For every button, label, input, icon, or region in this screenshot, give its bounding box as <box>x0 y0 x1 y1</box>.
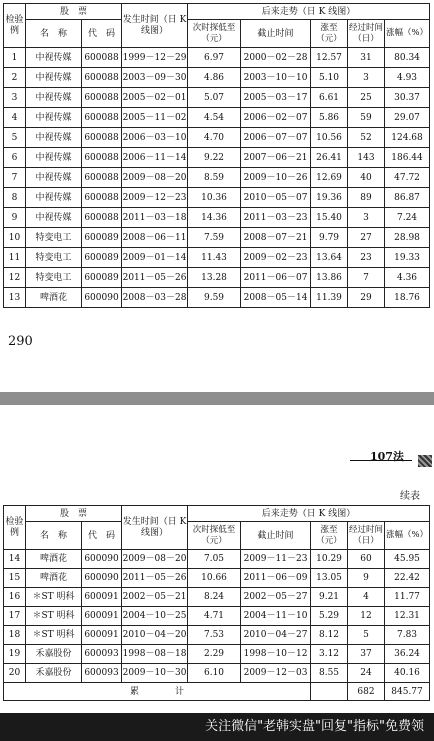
table-row <box>4 645 430 664</box>
table-cell: 7.05 <box>188 550 241 569</box>
table-row <box>4 268 430 288</box>
table-cell: 13.28 <box>188 268 241 288</box>
header-pct-2: 涨幅（%） <box>385 522 430 550</box>
table-cell: 36.24 <box>385 645 430 664</box>
table-cell: 600093 <box>82 645 122 664</box>
table-cell: 2011－06－07 <box>241 268 311 288</box>
table-cell: 3.12 <box>311 645 348 664</box>
table-row <box>4 108 430 128</box>
table-cell: 2009－02－23 <box>241 248 311 268</box>
table-cell: 2005－03－17 <box>241 88 311 108</box>
table-cell: 9.59 <box>188 288 241 308</box>
table-cell: 15.40 <box>311 208 348 228</box>
table-cell: 59 <box>348 108 385 128</box>
table-cell: 600089 <box>82 248 122 268</box>
total-empty <box>311 683 348 701</box>
table-cell: 600088 <box>82 88 122 108</box>
table-cell: 24 <box>348 664 385 683</box>
table-cell: 2009－08－20 <box>122 168 188 188</box>
table-cell: 7 <box>348 268 385 288</box>
table-cell: 22.42 <box>385 569 430 588</box>
table-cell: ＊ST 明科 <box>26 588 82 607</box>
table-cell: 40.16 <box>385 664 430 683</box>
table-cell: 600093 <box>82 664 122 683</box>
table-cell: 600088 <box>82 48 122 68</box>
table-cell: 4.70 <box>188 128 241 148</box>
table-cell: 9.22 <box>188 148 241 168</box>
table-cell: 600088 <box>82 68 122 88</box>
table-row <box>4 148 430 168</box>
table-row <box>4 664 430 683</box>
table-row <box>4 88 430 108</box>
table-cell: 80.34 <box>385 48 430 68</box>
table-cell: 18.76 <box>385 288 430 308</box>
table-cell: 8 <box>4 188 26 208</box>
table-cell: 2010－04－27 <box>241 626 311 645</box>
table-row <box>4 607 430 626</box>
table-cell: 4.36 <box>385 268 430 288</box>
table-cell: 600088 <box>82 148 122 168</box>
header-low: 次时探低至（元） <box>188 20 241 48</box>
table-cell: 40 <box>348 168 385 188</box>
table-cell: 2011－05－26 <box>122 569 188 588</box>
table-cell: 600088 <box>82 128 122 148</box>
table-cell: 20 <box>4 664 26 683</box>
table-row <box>4 626 430 645</box>
table-cell: 600089 <box>82 228 122 248</box>
table-cell: 啤酒花 <box>26 550 82 569</box>
header-trend: 后来走势（日 K 线图） <box>188 4 430 20</box>
table-cell: 600088 <box>82 168 122 188</box>
table-cell: 11.77 <box>385 588 430 607</box>
promo-footer: 关注微信"老韩实盘"回复"指标"免费领 <box>0 713 434 741</box>
header-decoration-icon <box>418 455 432 467</box>
table-cell: ＊ST 明科 <box>26 607 82 626</box>
table-cell: 26.41 <box>311 148 348 168</box>
table-cell: 特变电工 <box>26 248 82 268</box>
table-cell: 中视传媒 <box>26 68 82 88</box>
table-cell: 23 <box>348 248 385 268</box>
table-cell: 1 <box>4 48 26 68</box>
table-cell: 11.39 <box>311 288 348 308</box>
table-cell: 4.93 <box>385 68 430 88</box>
table-cell: 中视传媒 <box>26 188 82 208</box>
table-cell: 2011－05－26 <box>122 268 188 288</box>
table-cell: 2006－02－07 <box>241 108 311 128</box>
table-cell: 4.86 <box>188 68 241 88</box>
table-cell: 4 <box>348 588 385 607</box>
table-cell: 13.64 <box>311 248 348 268</box>
table-cell: 5.07 <box>188 88 241 108</box>
table-cell: 1999－12－29 <box>122 48 188 68</box>
header-stock-2: 股 票 <box>26 506 122 522</box>
table-cell: 中视传媒 <box>26 168 82 188</box>
table-cell: 中视传媒 <box>26 148 82 168</box>
table-cell: 2009－12－03 <box>241 664 311 683</box>
header-trend-2: 后来走势（日 K 线图） <box>188 506 430 522</box>
table-cell: 7 <box>4 168 26 188</box>
table-cell: 8.12 <box>311 626 348 645</box>
total-days: 682 <box>348 683 385 701</box>
page-291 <box>0 405 434 741</box>
table-cell: 19.36 <box>311 188 348 208</box>
header-end: 截止时间 <box>241 20 311 48</box>
table-cell: 600090 <box>82 288 122 308</box>
table-row <box>4 188 430 208</box>
header-pct: 涨幅（%） <box>385 20 430 48</box>
page-number: 290 <box>8 334 33 349</box>
table-cell: 中视传媒 <box>26 208 82 228</box>
table-cell: 600088 <box>82 188 122 208</box>
table-cell: 8.59 <box>188 168 241 188</box>
table-cell: 7.83 <box>385 626 430 645</box>
table-cell: 2008－05－14 <box>241 288 311 308</box>
table-cell: 186.44 <box>385 148 430 168</box>
table-cell: ＊ST 明科 <box>26 626 82 645</box>
header-days: 经过时间（日） <box>348 20 385 48</box>
table-cell: 25 <box>348 88 385 108</box>
table-cell: 3 <box>4 88 26 108</box>
table-cell: 6.97 <box>188 48 241 68</box>
table-cell: 7.59 <box>188 228 241 248</box>
running-header: 107法 <box>370 450 404 463</box>
table-cell: 2000－02－28 <box>241 48 311 68</box>
header-rise-to-2: 涨至（元） <box>311 522 348 550</box>
table-cell: 2010－04－20 <box>122 626 188 645</box>
table-row <box>4 48 430 68</box>
table-cell: 30.37 <box>385 88 430 108</box>
header-end-2: 截止时间 <box>241 522 311 550</box>
table-row <box>4 248 430 268</box>
table-row <box>4 588 430 607</box>
table-cell: 6.10 <box>188 664 241 683</box>
table-cell: 5.10 <box>311 68 348 88</box>
table-cell: 4.54 <box>188 108 241 128</box>
table-cell: 2010－05－07 <box>241 188 311 208</box>
table-cell: 12.31 <box>385 607 430 626</box>
table-cell: 2003－09－30 <box>122 68 188 88</box>
table-row <box>4 550 430 569</box>
table-cell: 600089 <box>82 268 122 288</box>
table-cell: 2005－11－02 <box>122 108 188 128</box>
table-cell: 11 <box>4 248 26 268</box>
table-cell: 12.69 <box>311 168 348 188</box>
page-gap <box>0 392 434 405</box>
table-cell: 2 <box>4 68 26 88</box>
table-cell: 2003－10－10 <box>241 68 311 88</box>
table-cell: 600088 <box>82 108 122 128</box>
table-cell: 28.98 <box>385 228 430 248</box>
table-cell: 600091 <box>82 588 122 607</box>
table-cell: 29 <box>348 288 385 308</box>
table-cell: 禾嘉股份 <box>26 645 82 664</box>
table-cell: 29.07 <box>385 108 430 128</box>
table-cell: 9 <box>4 208 26 228</box>
table-cell: 2006－11－14 <box>122 148 188 168</box>
header-name: 名 称 <box>26 20 82 48</box>
table-cell: 19.33 <box>385 248 430 268</box>
table-cell: 2.29 <box>188 645 241 664</box>
header-occur-2: 发生时间（日 K 线图） <box>122 506 188 550</box>
table-cell: 2009－08－20 <box>122 550 188 569</box>
header-rise-to: 涨至（元） <box>311 20 348 48</box>
table-cell: 45.95 <box>385 550 430 569</box>
table-cell: 600091 <box>82 607 122 626</box>
table-row <box>4 228 430 248</box>
table-cell: 特变电工 <box>26 228 82 248</box>
table-cell: 特变电工 <box>26 268 82 288</box>
table-cell: 14.36 <box>188 208 241 228</box>
table-cell: 2002－05－27 <box>241 588 311 607</box>
table-cell: 19 <box>4 645 26 664</box>
table-cell: 3 <box>348 208 385 228</box>
table-cell: 2004－10－25 <box>122 607 188 626</box>
table-cell: 10.66 <box>188 569 241 588</box>
table-cell: 中视传媒 <box>26 128 82 148</box>
table-cell: 1998－08－18 <box>122 645 188 664</box>
table-cell: 12.57 <box>311 48 348 68</box>
table-cell: 2006－07－07 <box>241 128 311 148</box>
table-cell: 600088 <box>82 208 122 228</box>
table-cell: 14 <box>4 550 26 569</box>
table-cell: 2009－01－14 <box>122 248 188 268</box>
stock-table-part2 <box>3 505 430 701</box>
table-cell: 禾嘉股份 <box>26 664 82 683</box>
table-cell: 18 <box>4 626 26 645</box>
continued-label: 续表 <box>400 491 420 502</box>
table-cell: 3 <box>348 68 385 88</box>
header-stock: 股 票 <box>26 4 122 20</box>
table-cell: 2008－07－21 <box>241 228 311 248</box>
table-cell: 9.79 <box>311 228 348 248</box>
table-cell: 2005－02－01 <box>122 88 188 108</box>
table-cell: 600090 <box>82 569 122 588</box>
table-cell: 600090 <box>82 550 122 569</box>
header-code: 代 码 <box>82 20 122 48</box>
table-cell: 13.86 <box>311 268 348 288</box>
table-cell: 37 <box>348 645 385 664</box>
table-cell: 中视传媒 <box>26 88 82 108</box>
table-cell: 中视传媒 <box>26 108 82 128</box>
table-cell: 9.21 <box>311 588 348 607</box>
table-cell: 2011－03－23 <box>241 208 311 228</box>
table-row <box>4 128 430 148</box>
table-cell: 9 <box>348 569 385 588</box>
table-cell: 16 <box>4 588 26 607</box>
table-cell: 8.55 <box>311 664 348 683</box>
table-cell: 4.71 <box>188 607 241 626</box>
table-cell: 89 <box>348 188 385 208</box>
total-label: 累 计 <box>4 683 311 701</box>
table-cell: 10.56 <box>311 128 348 148</box>
table-cell: 2011－06－09 <box>241 569 311 588</box>
table-cell: 27 <box>348 228 385 248</box>
header-low-2: 次时探低至（元） <box>188 522 241 550</box>
table-cell: 8.24 <box>188 588 241 607</box>
table-cell: 12 <box>4 268 26 288</box>
header-occur: 发生时间（日 K 线图） <box>122 4 188 48</box>
header-code-2: 代 码 <box>82 522 122 550</box>
table-cell: 2009－12－23 <box>122 188 188 208</box>
table-cell: 60 <box>348 550 385 569</box>
table-cell: 5.29 <box>311 607 348 626</box>
table-cell: 2011－03－18 <box>122 208 188 228</box>
table-cell: 15 <box>4 569 26 588</box>
table-cell: 7.53 <box>188 626 241 645</box>
table-row <box>4 288 430 308</box>
table-cell: 86.87 <box>385 188 430 208</box>
table-cell: 中视传媒 <box>26 48 82 68</box>
header-name-2: 名 称 <box>26 522 82 550</box>
table-cell: 2007－06－21 <box>241 148 311 168</box>
table-cell: 47.72 <box>385 168 430 188</box>
table-cell: 5 <box>4 128 26 148</box>
table-row <box>4 208 430 228</box>
table-cell: 52 <box>348 128 385 148</box>
table-cell: 2009－11－23 <box>241 550 311 569</box>
table-cell: 2004－11－10 <box>241 607 311 626</box>
header-num: 检验例 <box>4 4 26 48</box>
table-cell: 13.05 <box>311 569 348 588</box>
table-row <box>4 168 430 188</box>
total-pct: 845.77 <box>385 683 430 701</box>
table-cell: 12 <box>348 607 385 626</box>
table-cell: 600091 <box>82 626 122 645</box>
table-cell: 2009－10－26 <box>241 168 311 188</box>
table-cell: 31 <box>348 48 385 68</box>
table-cell: 2006－03－10 <box>122 128 188 148</box>
table-cell: 124.68 <box>385 128 430 148</box>
header-days-2: 经过时间（日） <box>348 522 385 550</box>
table-cell: 啤酒花 <box>26 569 82 588</box>
header-rule <box>350 460 412 461</box>
table-cell: 11.43 <box>188 248 241 268</box>
table-cell: 6 <box>4 148 26 168</box>
table-cell: 4 <box>4 108 26 128</box>
table-cell: 啤酒花 <box>26 288 82 308</box>
table-cell: 143 <box>348 148 385 168</box>
table-cell: 2008－06－11 <box>122 228 188 248</box>
table-cell: 13 <box>4 288 26 308</box>
table-cell: 17 <box>4 607 26 626</box>
table-cell: 2009－10－30 <box>122 664 188 683</box>
stock-table-part1 <box>3 3 430 308</box>
table-cell: 2002－05－21 <box>122 588 188 607</box>
table-row <box>4 569 430 588</box>
table-cell: 1998－10－12 <box>241 645 311 664</box>
table-row <box>4 68 430 88</box>
table-cell: 10.36 <box>188 188 241 208</box>
table-cell: 5.86 <box>311 108 348 128</box>
table-cell: 10 <box>4 228 26 248</box>
table-cell: 7.24 <box>385 208 430 228</box>
header-num-2: 检验例 <box>4 506 26 550</box>
table-cell: 2008－03－28 <box>122 288 188 308</box>
table-cell: 10.29 <box>311 550 348 569</box>
table-cell: 5 <box>348 626 385 645</box>
table-cell: 6.61 <box>311 88 348 108</box>
